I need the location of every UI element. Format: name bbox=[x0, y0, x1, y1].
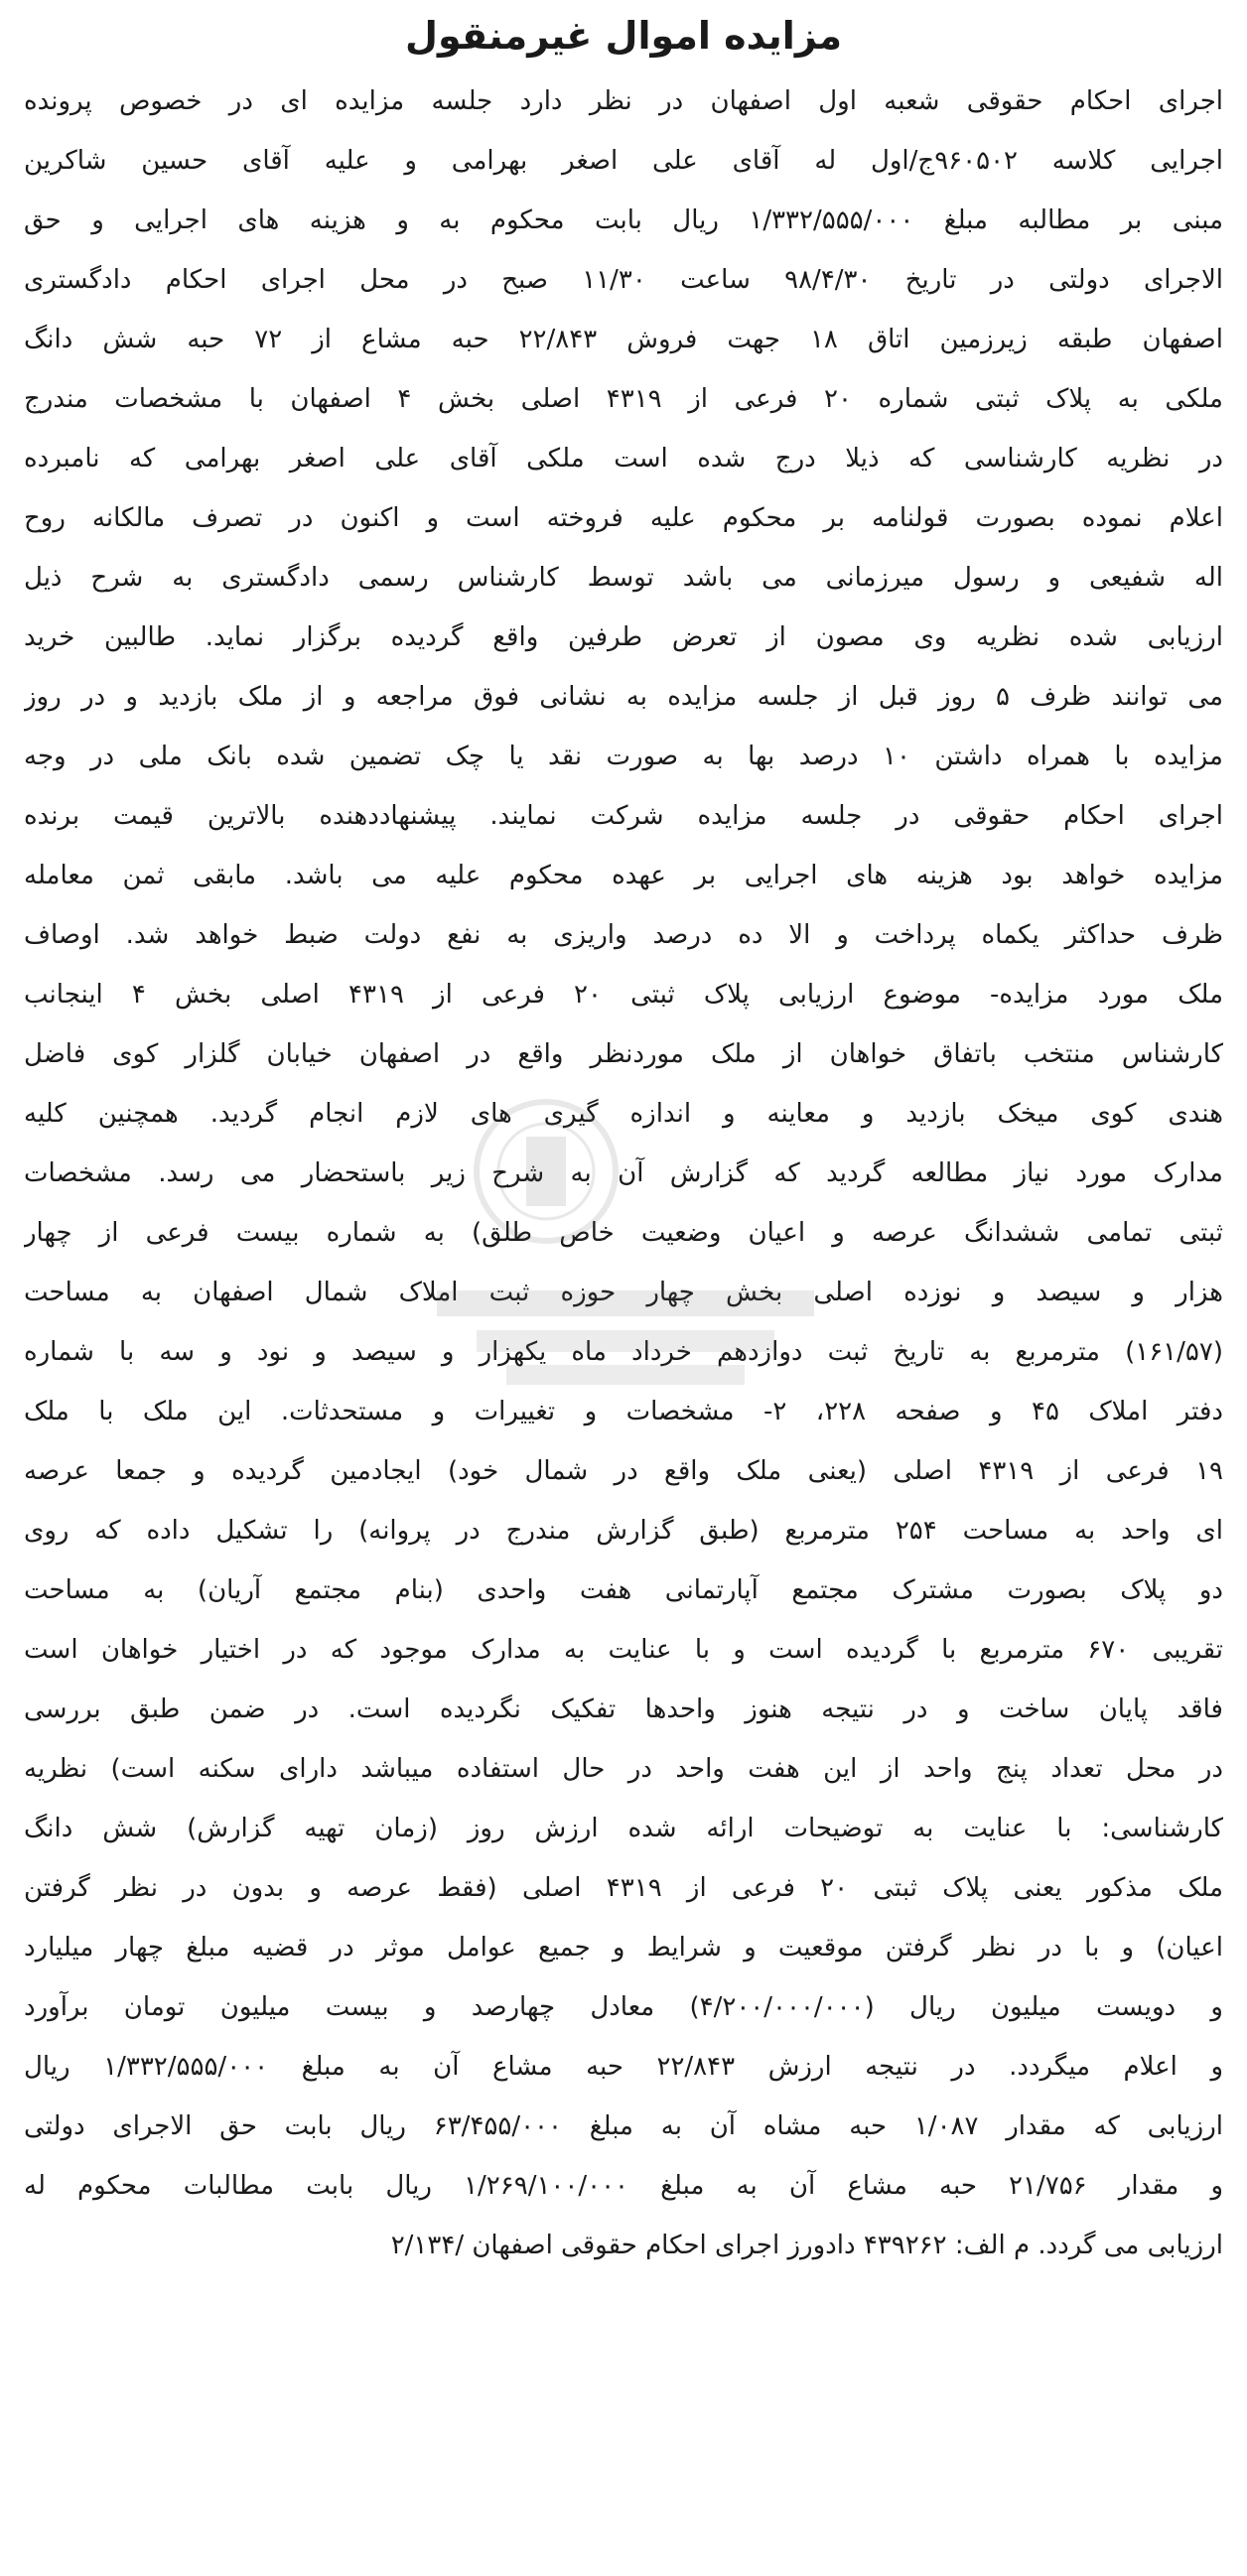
notice-line: کارشناس منتخب باتفاق خواهان از ملک موردنظر واقع در اصفهان خیابان گلزار کوی فاضل bbox=[24, 1039, 1223, 1069]
notice-line: ملک مورد مزایده- موضوع ارزیابی پلاک ثبتی ۲۰ فرعی از ۴۳۱۹ اصلی بخش ۴ اینجانب bbox=[24, 980, 1223, 1010]
notice-line: اعلام نموده بصورت قولنامه بر محکوم علیه فروخته است و اکنون در تصرف مالکانه روح bbox=[24, 503, 1223, 533]
notice-line: مزایده خواهد بود هزینه های اجرایی بر عهده محکوم علیه می باشد. مابقی ثمن معامله bbox=[24, 861, 1223, 890]
notice-line: ظرف حداکثر یکماه پرداخت و الا ده درصد واریزی به نفع دولت ضبط خواهد شد. اوصاف bbox=[24, 920, 1223, 950]
notice-line: اعیان) و با در نظر گرفتن موقعیت و شرایط و جمیع عوامل موثر در قضیه مبلغ چهار میلیارد bbox=[24, 1933, 1223, 1963]
notice-line: اصفهان طبقه زیرزمین اتاق ۱۸ جهت فروش ۲۲/۸۴۳ حبه مشاع از ۷۲ حبه شش دانگ bbox=[24, 325, 1223, 354]
notice-body bbox=[24, 71, 1223, 2275]
notice-line: ارزیابی شده نظریه وی مصون از تعرض طرفین واقع گردیده برگزار نماید. طالبین خرید bbox=[24, 622, 1223, 652]
notice-line: اجرای احکام حقوقی در جلسه مزایده شرکت نمایند. پیشنهاددهنده بالاترین قیمت برنده bbox=[24, 801, 1223, 831]
notice-line: ملک مذکور یعنی پلاک ثبتی ۲۰ فرعی از ۴۳۱۹ اصلی (فقط عرصه و بدون در نظر گرفتن bbox=[24, 1873, 1223, 1903]
notice-line: اجرای احکام حقوقی شعبه اول اصفهان در نظر دارد جلسه مزایده ای در خصوص پرونده bbox=[24, 86, 1223, 116]
notice-line: فاقد پایان ساخت و در نتیجه هنوز واحدها تفکیک نگردیده است. در ضمن طبق بررسی bbox=[24, 1695, 1223, 1724]
notice-line-last: ارزیابی می گردد. م الف: ۴۳۹۲۶۲ دادورز اجرای احکام حقوقی اصفهان /۲/۱۳۴ bbox=[390, 2231, 1223, 2260]
notice-line: مزایده با همراه داشتن ۱۰ درصد بها به صورت نقد یا چک تضمین شده بانک ملی در وجه bbox=[24, 742, 1223, 771]
notice-line: مبنی بر مطالبه مبلغ ۱/۳۳۲/۵۵۵/۰۰۰ ریال بابت محکوم به و هزینه های اجرایی و حق bbox=[24, 205, 1223, 235]
notice-line: مدارک مورد نیاز مطالعه گردید که گزارش آن به شرح زیر باستحضار می رسد. مشخصات bbox=[24, 1158, 1223, 1188]
notice-line: ارزیابی که مقدار ۱/۰۸۷ حبه مشاه آن به مبلغ ۶۳/۴۵۵/۰۰۰ ریال بابت حق الاجرای دولتی bbox=[24, 2111, 1223, 2141]
notice-line: دو پلاک بصورت مشترک مجتمع آپارتمانی هفت واحدی (بنام مجتمع آریان) به مساحت bbox=[24, 1575, 1223, 1605]
notice-line: و مقدار ۲۱/۷۵۶ حبه مشاع آن به مبلغ ۱/۲۶۹/۱۰۰/۰۰۰ ریال بابت مطالبات محکوم له bbox=[24, 2171, 1223, 2201]
notice-line: ۱۹ فرعی از ۴۳۱۹ اصلی (یعنی ملک واقع در شمال خود) ایجادمین گردیده و جمعا عرصه bbox=[24, 1456, 1223, 1486]
notice-line: ثبتی تمامی ششدانگ عرصه و اعیان وضعیت خاص طلق) به شماره بیست فرعی از چهار bbox=[24, 1218, 1223, 1248]
notice-line: و دویست میلیون ریال (۴/۲۰۰/۰۰۰/۰۰۰) معادل چهارصد و بیست میلیون تومان برآورد bbox=[24, 1992, 1223, 2022]
notice-line: (۱۶۱/۵۷) مترمربع به تاریخ ثبت دوازدهم خرداد ماه یکهزار و سیصد و نود و سه با شماره bbox=[24, 1337, 1223, 1367]
notice-title: مزایده اموال غیرمنقول bbox=[405, 14, 842, 58]
notice-line: ملکی به پلاک ثبتی شماره ۲۰ فرعی از ۴۳۱۹ اصلی بخش ۴ اصفهان با مشخصات مندرج bbox=[24, 384, 1223, 414]
notice-line: دفتر املاک ۴۵ و صفحه ۲۲۸، ۲- مشخصات و تغییرات و مستحدثات. این ملک با ملک bbox=[24, 1397, 1223, 1426]
notice-line: و اعلام میگردد. در نتیجه ارزش ۲۲/۸۴۳ حبه مشاع آن به مبلغ ۱/۳۳۲/۵۵۵/۰۰۰ ریال bbox=[24, 2052, 1223, 2082]
notice-line: تقریبی ۶۷۰ مترمربع با گردیده است و با عنایت به مدارک موجود که در اختیار خواهان است bbox=[24, 1635, 1223, 1665]
notice-line: اجرایی کلاسه ۹۶۰۵۰۲ج/اول له آقای علی اصغر بهرامی و علیه آقای حسین شاکرین bbox=[24, 146, 1223, 176]
notice-line: هزار و سیصد و نوزده اصلی بخش چهار حوزه ثبت املاک شمال اصفهان به مساحت bbox=[24, 1278, 1223, 1307]
notice-line: اله شفیعی و رسول میرزمانی می باشد توسط کارشناس رسمی دادگستری به شرح ذیل bbox=[24, 563, 1223, 593]
notice-line: در محل تعداد پنج واحد از این هفت واحد در حال استفاده میباشد دارای سکنه است) نظریه bbox=[24, 1754, 1223, 1784]
notice-line: می توانند ظرف ۵ روز قبل از جلسه مزایده به نشانی فوق مراجعه و از ملک بازدید و در روز bbox=[24, 682, 1223, 712]
notice-line: هندی کوی میخک بازدید و معاینه و اندازه گیری های لازم انجام گردید. همچنین کلیه bbox=[24, 1099, 1223, 1129]
notice-line: الاجرای دولتی در تاریخ ۹۸/۴/۳۰ ساعت ۱۱/۳۰ صبح در محل اجرای احکام دادگستری bbox=[24, 265, 1223, 295]
notice-line: ای واحد به مساحت ۲۵۴ مترمربع (طبق گزارش مندرج در پروانه) را تشکیل داده که روی bbox=[24, 1516, 1223, 1546]
notice-line: کارشناسی: با عنایت به توضیحات ارائه شده ارزش روز (زمان تهیه گزارش) شش دانگ bbox=[24, 1814, 1223, 1843]
notice-line: در نظریه کارشناسی که ذیلا درج شده است ملکی آقای علی اصغر بهرامی که نامبرده bbox=[24, 444, 1223, 474]
